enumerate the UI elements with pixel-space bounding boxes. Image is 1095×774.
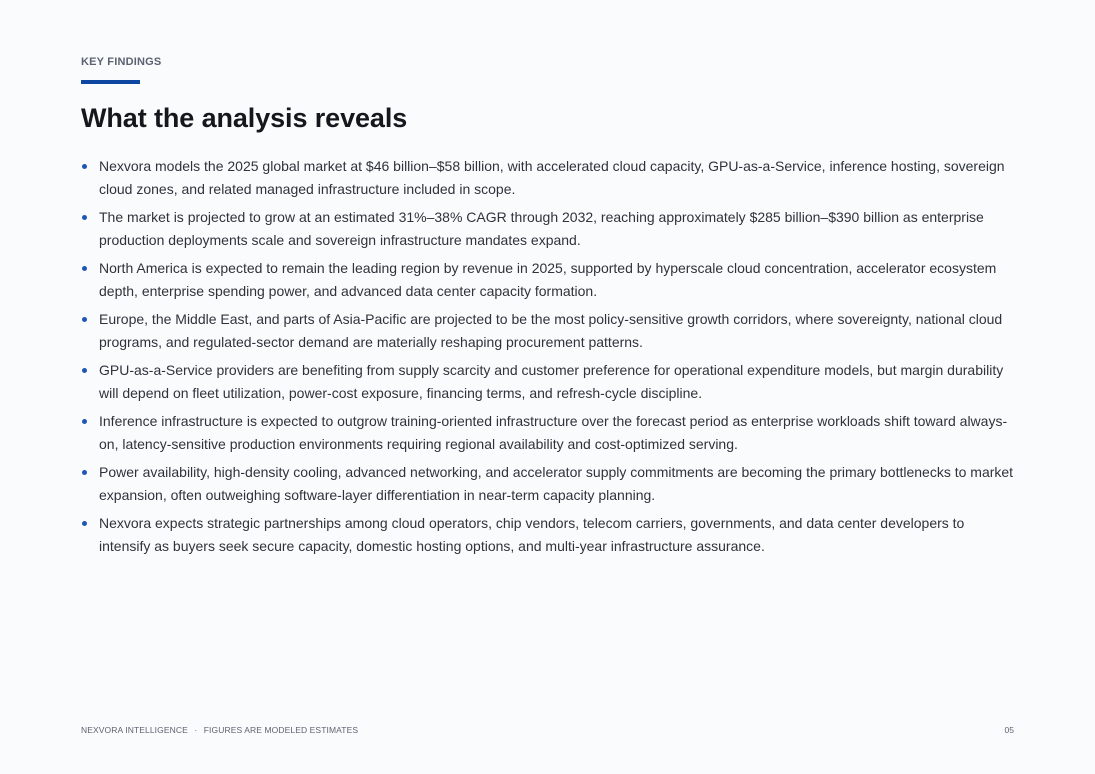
finding-text: The market is projected to grow at an estimated 31%–38% CAGR through 2032, reaching approximately $285 billion–$390 billion as enterprise production deployments scale and sovereign infrastructure mandates expand. <box>99 209 984 248</box>
bullet-icon <box>82 266 87 271</box>
finding-item <box>81 257 1016 302</box>
footer-brand: NEXVORA INTELLIGENCE <box>81 725 188 735</box>
finding-item <box>81 359 1016 404</box>
page-title: What the analysis reveals <box>81 103 408 133</box>
finding-item <box>81 461 1016 506</box>
bullet-icon <box>82 215 87 220</box>
findings-list <box>81 155 1016 563</box>
finding-text: GPU-as-a-Service providers are benefiting from supply scarcity and customer preference for operational expenditure models, but margin durability will depend on fleet utilization, power-cost exposure, financing terms, and refresh-cycle discipline. <box>99 362 1004 401</box>
bullet-icon <box>82 521 87 526</box>
page-number: 05 <box>1004 725 1014 735</box>
finding-text: North America is expected to remain the leading region by revenue in 2025, supported by hyperscale cloud concentration, accelerator ecosystem depth, enterprise spending power, and advanced data center capacity formation. <box>99 260 997 299</box>
section-eyebrow: KEY FINDINGS <box>81 56 162 68</box>
bullet-icon <box>82 317 87 322</box>
finding-text: Inference infrastructure is expected to outgrow training-oriented infrastructure over the forecast period as enterprise workloads shift toward always-on, latency-sensitive production environments requiring regional availability and cost-optimized serving. <box>99 413 1008 452</box>
finding-text: Power availability, high-density cooling, advanced networking, and accelerator supply commitments are becoming the primary bottlenecks to market expansion, often outweighing software-layer differentiation in near-term capacity planning. <box>99 464 1014 503</box>
finding-item <box>81 410 1016 455</box>
footer-source <box>81 725 358 735</box>
finding-item <box>81 206 1016 251</box>
accent-rule <box>81 80 140 84</box>
finding-item <box>81 155 1016 200</box>
bullet-icon <box>82 470 87 475</box>
bullet-icon <box>82 164 87 169</box>
finding-text: Europe, the Middle East, and parts of Asia-Pacific are projected to be the most policy-sensitive growth corridors, where sovereignty, national cloud programs, and regulated-sector demand are materially reshaping procurement patterns. <box>99 311 1003 350</box>
footer-separator: · <box>194 725 198 735</box>
finding-item <box>81 308 1016 353</box>
bullet-icon <box>82 419 87 424</box>
finding-item <box>81 512 1016 557</box>
footer-note: FIGURES ARE MODELED ESTIMATES <box>203 725 359 735</box>
finding-text: Nexvora expects strategic partnerships among cloud operators, chip vendors, telecom carriers, governments, and data center developers to intensify as buyers seek secure capacity, domestic hosting options, and multi-year infrastructure assurance. <box>99 515 965 554</box>
finding-text: Nexvora models the 2025 global market at $46 billion–$58 billion, with accelerated cloud capacity, GPU-as-a-Service, inference hosting, sovereign cloud zones, and related managed infrastructure included in scope. <box>99 158 1005 197</box>
bullet-icon <box>82 368 87 373</box>
